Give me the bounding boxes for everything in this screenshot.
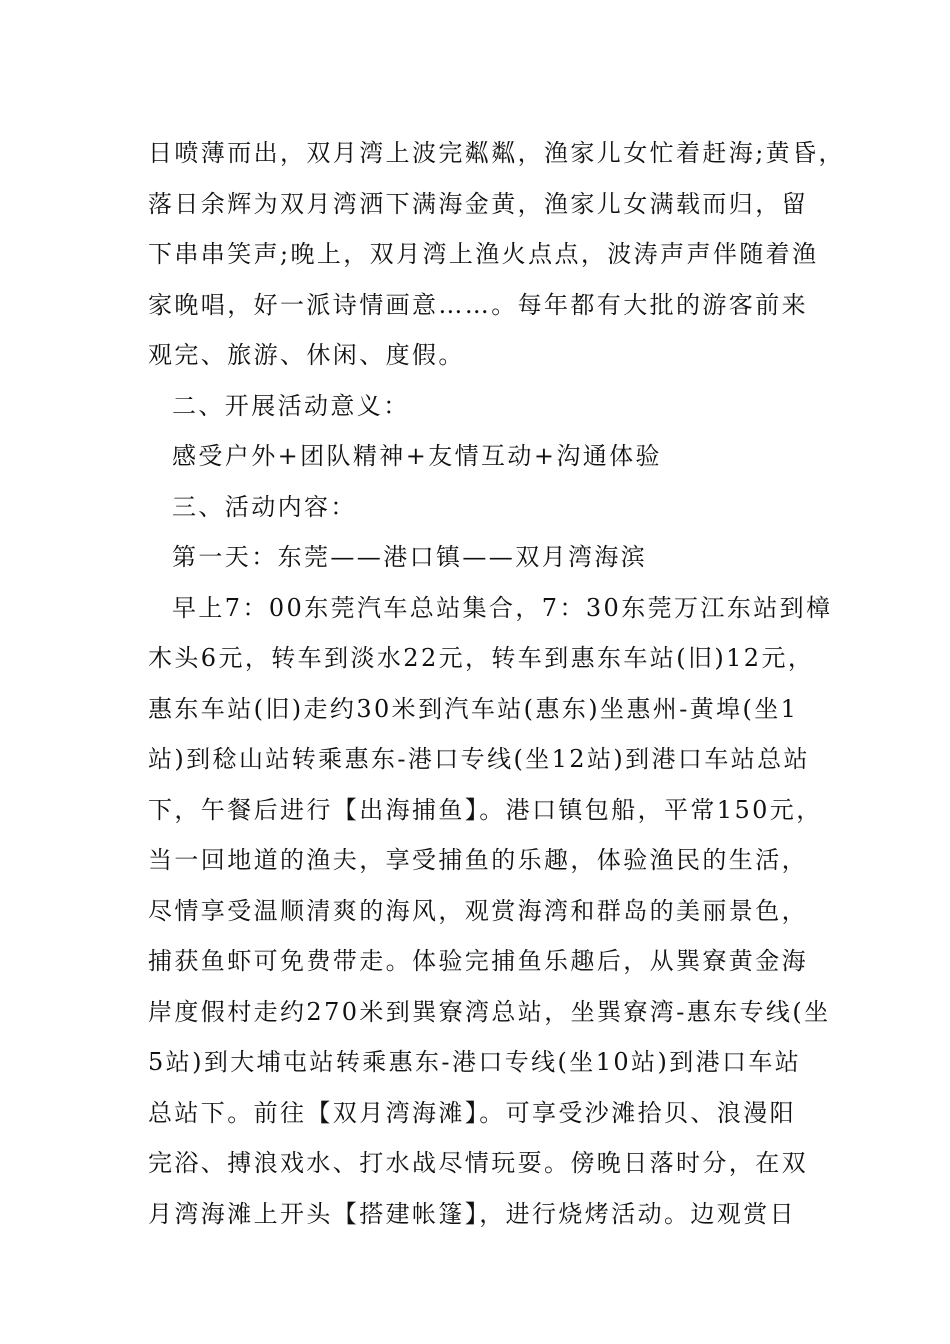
text-line: 岸度假村走约270米到巽寮湾总站，坐巽寮湾-惠东专线(坐 bbox=[148, 997, 831, 1026]
document-body bbox=[148, 128, 845, 1239]
text-line: 惠东车站(旧)走约30米到汽车站(惠东)坐惠州-黄埠(坐1 bbox=[148, 694, 799, 723]
section-heading-significance: 二、开展活动意义： bbox=[172, 391, 410, 420]
text-line: 下，午餐后进行【出海捕鱼】。港口镇包船，平常150元， bbox=[148, 795, 823, 824]
text-line: 捕获鱼虾可免费带走。体验完捕鱼乐趣后，从巽寮黄金海 bbox=[148, 947, 808, 975]
text-line: 观完、旅游、休闲、度假。 bbox=[148, 341, 465, 369]
text-line: 站)到稔山站转乘惠东-港口专线(坐12站)到港口车站总站 bbox=[148, 745, 810, 773]
text-line: 总站下。前往【双月湾海滩】。可享受沙滩拾贝、浪漫阳 bbox=[148, 1098, 796, 1127]
text-line: 月湾海滩上开头【搭建帐篷】，进行烧烤活动。边观赏日 bbox=[148, 1199, 796, 1228]
text-line: 家晚唱，好一派诗情画意……。每年都有大批的游客前来 bbox=[148, 290, 808, 319]
text-line: 落日余辉为双月湾洒下满海金黄，渔家儿女满载而归，留 bbox=[148, 189, 808, 218]
text-line: 完浴、搏浪戏水、打水战尽情玩耍。傍晚日落时分，在双 bbox=[148, 1149, 808, 1177]
text-line: 感受户外+团队精神+友情互动+沟通体验 bbox=[172, 442, 662, 470]
day-one-heading: 第一天：东莞——港口镇——双月湾海滨 bbox=[172, 543, 648, 571]
text-line: 尽情享受温顺清爽的海风，观赏海湾和群岛的美丽景色， bbox=[148, 896, 808, 925]
text-line: 5站)到大埔屯站转乘惠东-港口专线(坐10站)到港口车站 bbox=[148, 1048, 802, 1076]
text-line: 下串串笑声;晚上，双月湾上渔火点点，波涛声声伴随着渔 bbox=[148, 240, 819, 268]
text-line: 日喷薄而出，双月湾上波完粼粼，渔家儿女忙着赶海;黄昏， bbox=[148, 139, 845, 167]
section-heading-content: 三、活动内容： bbox=[172, 492, 357, 521]
text-line: 木头6元，转车到淡水22元，转车到惠东车站(旧)12元， bbox=[148, 644, 815, 672]
text-line: 当一回地道的渔夫，享受捕鱼的乐趣，体验渔民的生活， bbox=[148, 846, 808, 874]
text-line: 早上7：00东莞汽车总站集合，7：30东莞万江东站到樟 bbox=[172, 593, 833, 622]
